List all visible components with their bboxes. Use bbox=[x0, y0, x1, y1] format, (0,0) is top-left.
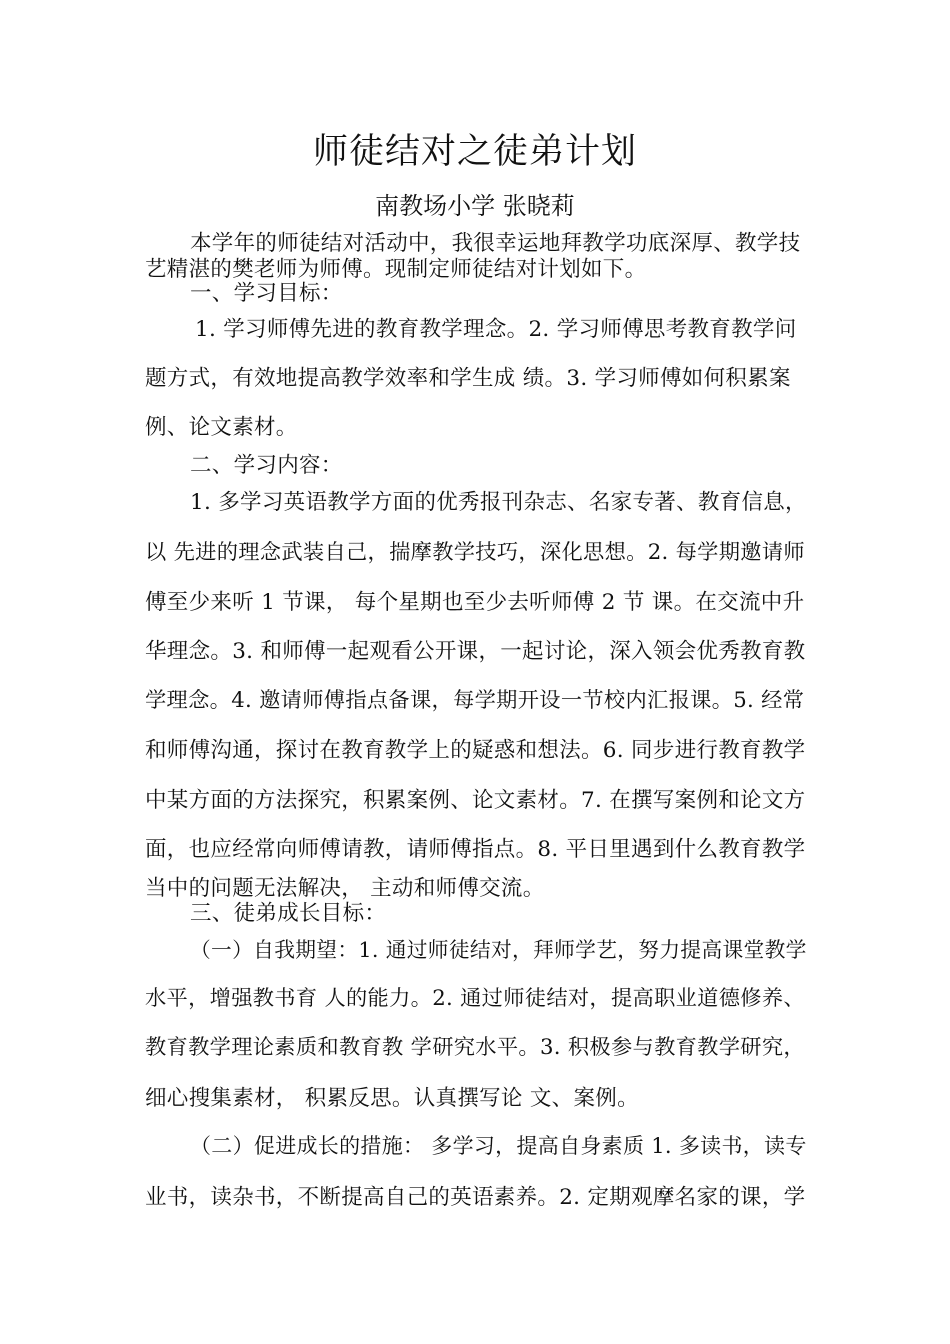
section-heading: 二、学习内容： bbox=[190, 453, 343, 478]
document-subtitle: 南教场小学 张晓莉 bbox=[375, 192, 575, 220]
section-heading: 三、徒弟成长目标： bbox=[190, 901, 387, 926]
paragraph-line: 和师傅沟通，探讨在教育教学上的疑惑和想法。6. 同步进行教育教学 bbox=[145, 738, 806, 763]
paragraph-line: 本学年的师徒结对活动中，我很幸运地拜教学功底深厚、教学技 bbox=[190, 231, 801, 256]
paragraph-line: 1. 多学习英语教学方面的优秀报刊杂志、名家专著、教育信息， bbox=[190, 490, 807, 515]
paragraph-line: 学理念。4. 邀请师傅指点备课，每学期开设一节校内汇报课。5. 经常 bbox=[145, 688, 805, 713]
paragraph-line: 例、论文素材。 bbox=[145, 415, 298, 440]
paragraph-line: 业书，读杂书，不断提高自己的英语素养。2. 定期观摩名家的课，学 bbox=[145, 1185, 806, 1210]
paragraph-line: 傅至少来听 1 节课， 每个星期也至少去听师傅 2 节 课。在交流中升 bbox=[145, 590, 805, 615]
paragraph-line: 水平，增强教书育 人的能力。2. 通过师徒结对，提高职业道德修养、 bbox=[145, 986, 805, 1011]
paragraph-line: 细心搜集素材， 积累反思。认真撰写论 文、案例。 bbox=[145, 1086, 639, 1111]
paragraph-line: 艺精湛的樊老师为师傅。现制定师徒结对计划如下。 bbox=[145, 257, 647, 282]
paragraph-line: （二）促进成长的措施： 多学习，提高自身素质 1. 多读书，读专 bbox=[190, 1134, 807, 1158]
paragraph-line: （一）自我期望：1. 通过师徒结对，拜师学艺，努力提高课堂教学 bbox=[190, 938, 807, 962]
paragraph-line: 当中的问题无法解决， 主动和师傅交流。 bbox=[145, 876, 545, 901]
document-title: 师徒结对之徒弟计划 bbox=[312, 132, 637, 172]
paragraph-line: 华理念。3. 和师傅一起观看公开课，一起讨论，深入领会优秀教育教 bbox=[145, 639, 806, 664]
paragraph-line: 教育教学理论素质和教育教 学研究水平。3. 积极参与教育教学研究， bbox=[145, 1035, 805, 1060]
section-heading: 一、学习目标： bbox=[190, 281, 343, 306]
paragraph-line: 题方式，有效地提高教学效率和学生成 绩。3. 学习师傅如何积累案 bbox=[145, 366, 791, 391]
paragraph-line: 1. 学习师傅先进的教育教学理念。2. 学习师傅思考教育教学问 bbox=[195, 317, 797, 342]
paragraph-line: 以 先进的理念武装自己，揣摩教学技巧，深化思想。2. 每学期邀请师 bbox=[145, 540, 805, 565]
paragraph-line: 面，也应经常向师傅请教，请师傅指点。8. 平日里遇到什么教育教学 bbox=[145, 837, 806, 862]
paragraph-line: 中某方面的方法探究，积累案例、论文素材。7. 在撰写案例和论文方 bbox=[145, 788, 806, 813]
